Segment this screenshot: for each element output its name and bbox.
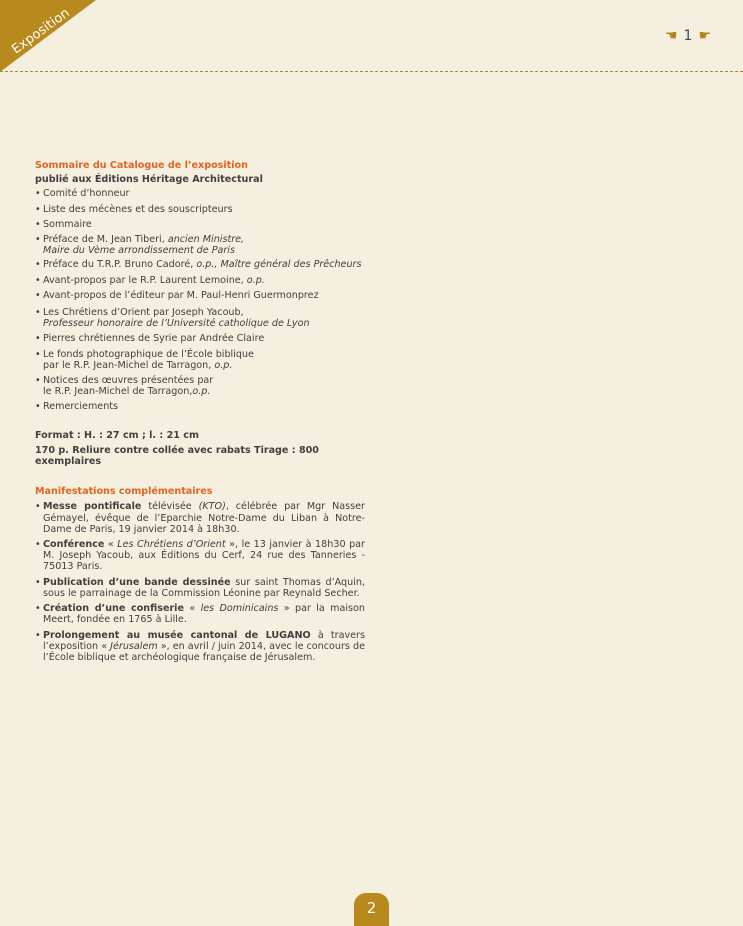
list-item: • Création d’une confiserie « les Dominicains » par la maison Meert, fondée en 1765 à Lille. [35,603,365,625]
page-indicator: 1 [683,28,693,44]
list-item: • Messe pontificale télévisée (KTO), célébrée par Mgr Nasser Gémayel, évêque de l’Eparchie Notre-Dame du Liban à Notre-Dame de Paris, 19 janvier 2014 à 18h30. [35,501,365,535]
manifestations-title: Manifestations complémentaires [35,486,213,498]
list-item: • Notices des œuvres présentées par le R.P. Jean-Michel de Tarragon,o.p. [35,375,365,397]
list-item: • Comité d’honneur [35,188,365,199]
list-item: • Remerciements [35,401,365,412]
format-details: 170 p. Reliure contre collée avec rabats Tirage : 800 exemplaires [35,444,319,468]
list-item: • Avant-propos de l’éditeur par M. Paul-Henri Guermonprez [35,290,365,301]
exposition-corner-banner [0,0,96,72]
list-item: • Publication d’une bande dessinée sur saint Thomas d’Aquin, sous le parrainage de la Commission Léonine par Reynald Secher. [35,577,365,599]
list-item: • Préface de M. Jean Tiberi, ancien Ministre, Maire du Vème arrondissement de Paris [35,234,365,256]
summary-subtitle: publié aux Éditions Héritage Architectural [35,174,263,186]
summary-title: Sommaire du Catalogue de l’exposition [35,160,248,171]
page-navigator [665,28,711,44]
list-item: • Le fonds photographique de l’École biblique par le R.P. Jean-Michel de Tarragon, o.p. [35,349,365,371]
header-divider [0,71,743,72]
summary-list [35,188,365,412]
list-item: • Préface du T.R.P. Bruno Cadoré, o.p., Maître général des Prêcheurs [35,259,365,270]
list-item: • Sommaire [35,219,365,230]
list-item: • Pierres chrétiennes de Syrie par Andrée Claire [35,333,365,344]
pointing-hand-right-icon[interactable]: ☛ [698,28,711,44]
page-number-tab: 2 [354,893,389,926]
list-item: • Prolongement au musée cantonal de LUGANO à travers l’exposition « Jérusalem », en avril / juin 2014, avec le concours de l’École biblique et archéologique française de Jérusalem. [35,630,365,664]
list-item: • Les Chrétiens d’Orient par Joseph Yacoub, Professeur honoraire de l’Université catholique de Lyon [35,307,365,329]
corner-label: Exposition [9,5,73,58]
list-item: • Avant-propos par le R.P. Laurent Lemoine, o.p. [35,275,365,286]
format-info [35,430,365,468]
list-item: • Conférence « Les Chrétiens d’Orient », le 13 janvier à 18h30 par M. Joseph Yacoub, aux Éditions du Cerf, 24 rue des Tanneries - 75013 Paris. [35,539,365,573]
format-dimensions: Format : H. : 27 cm ; l. : 21 cm [35,429,199,441]
pointing-hand-left-icon[interactable]: ☚ [664,28,678,44]
list-item: • Liste des mécènes et des souscripteurs [35,204,365,215]
manifestations-list [35,501,365,663]
main-content [35,160,365,667]
